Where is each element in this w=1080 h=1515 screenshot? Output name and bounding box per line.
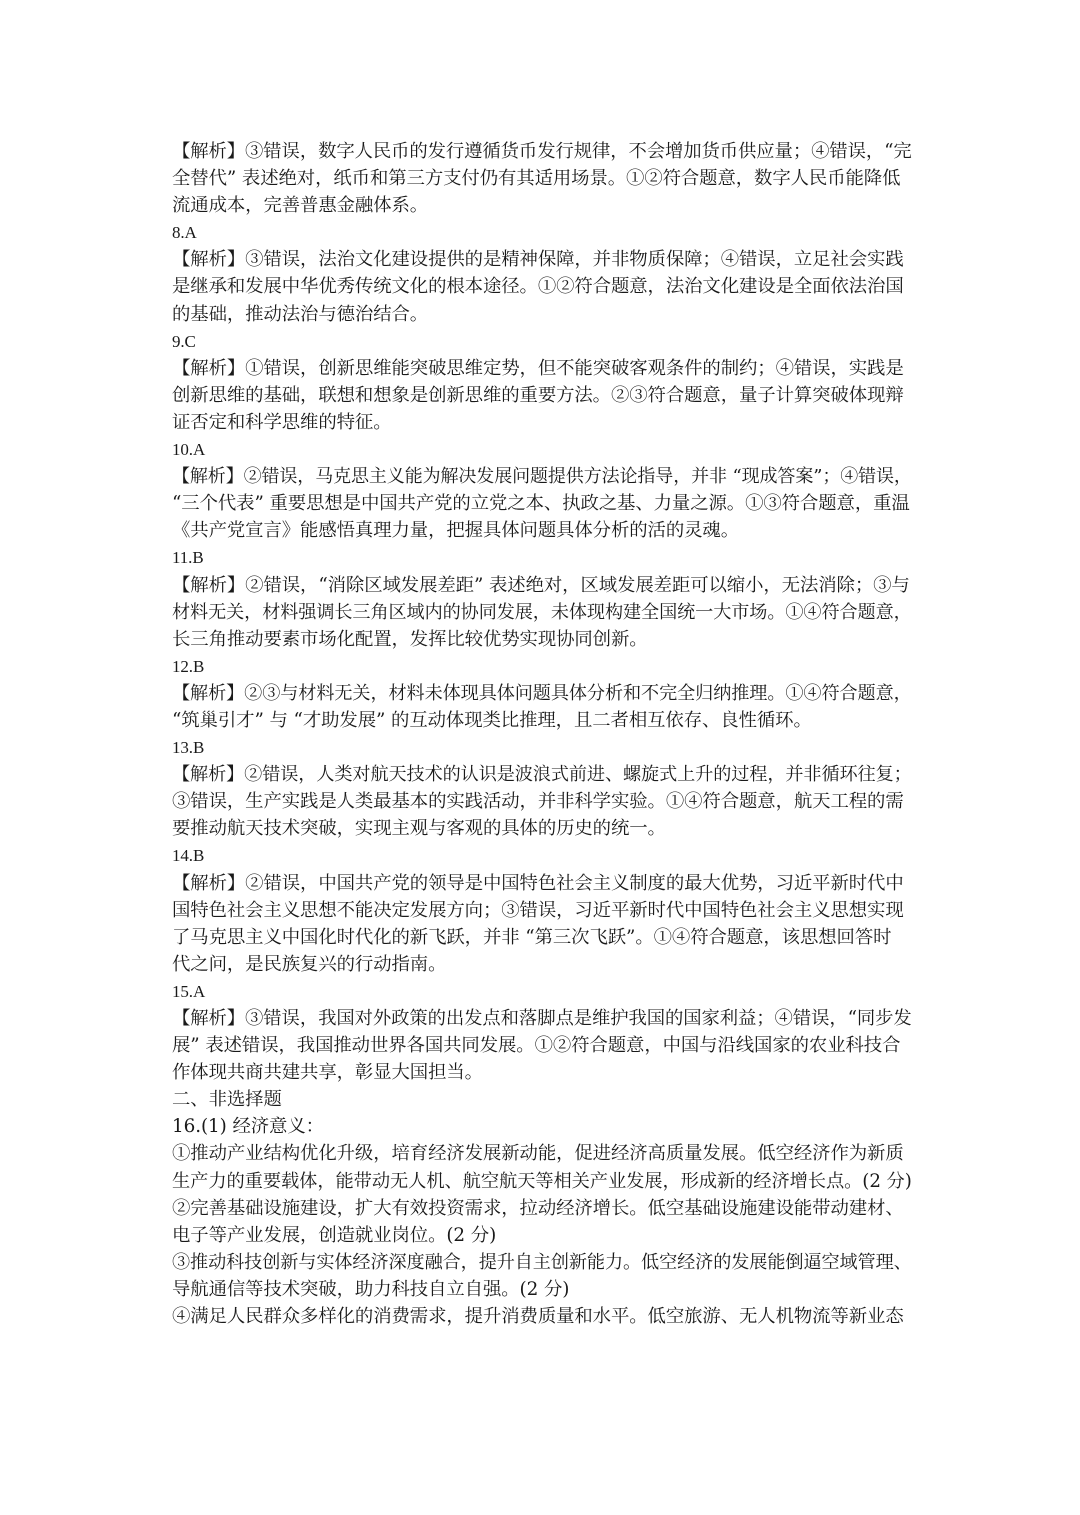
answer-point: 导航通信等技术突破，助力科技自立自强。(2 分) [172, 1278, 570, 1300]
explanation-line: 创新思维的基础，联想和想象是创新思维的重要方法。②③符合题意，量子计算突破体现辩 [172, 384, 904, 406]
answer-point: ②完善基础设施建设，扩大有效投资需求，拉动经济增长。低空基础设施建设能带动建材、 [172, 1197, 904, 1219]
explanation-line: 【解析】②错误，马克思主义能为解决发展问题提供方法论指导，并非 “现成答案”；④错误， [172, 466, 912, 488]
answer-point: ①推动产业结构优化升级，培育经济发展新动能，促进经济高质量发展。低空经济作为新质 [172, 1143, 904, 1165]
answer-point: ④满足人民群众多样化的消费需求，提升消费质量和水平。低空旅游、无人机物流等新业态 [172, 1306, 904, 1328]
explanation-line: ③错误，生产实践是人类最基本的实践活动，并非科学实验。①④符合题意，航天工程的需 [172, 791, 904, 813]
question-answer-14: 14.B [172, 846, 205, 866]
question-16-heading: 16.(1) 经济意义： [172, 1116, 324, 1138]
answer-point: ③推动科技创新与实体经济深度融合，提升自主创新能力。低空经济的发展能倒逼空域管理、 [172, 1251, 912, 1273]
question-answer-15: 15.A [172, 981, 206, 1001]
explanation-line: 【解析】②错误，中国共产党的领导是中国特色社会主义制度的最大优势，习近平新时代中 [172, 872, 904, 894]
explanation-line: 【解析】②错误，人类对航天技术的认识是波浪式前进、螺旋式上升的过程，并非循环往复； [172, 764, 912, 786]
explanation-line: 展” 表述错误，我国推动世界各国共同发展。①②符合题意，中国与沿线国家的农业科技合 [172, 1035, 901, 1057]
explanation-line: “三个代表” 重要思想是中国共产党的立党之本、执政之基、力量之源。①③符合题意，重温 [172, 493, 910, 515]
explanation-line: 的基础，推动法治与德治结合。 [172, 303, 429, 325]
answer-point: 生产力的重要载体，能带动无人机、航空航天等相关产业发展，形成新的经济增长点。(2 分) [172, 1170, 912, 1192]
explanation-line: 【解析】③错误，数字人民币的发行遵循货币发行规律，不会增加货币供应量；④错误，“完 [172, 141, 912, 162]
explanation-line: 【解析】③错误，法治文化建设提供的是精神保障，并非物质保障；④错误，立足社会实践 [172, 249, 904, 271]
explanation-line: 材料无关，材料强调长三角区域内的协同发展，未体现构建全国统一大市场。①④符合题意， [172, 601, 912, 623]
explanation-line: 【解析】③错误，我国对外政策的出发点和落脚点是维护我国的国家利益；④错误，“同步发 [172, 1008, 912, 1029]
explanation-line: 《共产党宣言》能感悟真理力量，把握具体问题具体分析的活的灵魂。 [172, 520, 740, 542]
question-answer-13: 13.B [172, 738, 205, 758]
explanation-line: 了马克思主义中国化时代化的新飞跃，并非 “第三次飞跃”。①④符合题意，该思想回答时 [172, 926, 892, 948]
explanation-line: 国特色社会主义思想不能决定发展方向；③错误，习近平新时代中国特色社会主义思想实现 [172, 899, 904, 921]
question-answer-11: 11.B [172, 548, 204, 568]
explanation-line: 证否定和科学思维的特征。 [172, 411, 392, 433]
explanation-line: 流通成本，完善普惠金融体系。 [172, 195, 429, 217]
explanation-line: 【解析】②③与材料无关，材料未体现具体问题具体分析和不完全归纳推理。①④符合题意， [172, 682, 912, 704]
explanation-line: 长三角推动要素市场化配置，发挥比较优势实现协同创新。 [172, 628, 648, 650]
explanation-line: 作体现共商共建共享，彰显大国担当。 [172, 1062, 483, 1084]
question-answer-8: 8.A [172, 223, 197, 243]
question-answer-10: 10.A [172, 440, 206, 460]
section-heading: 二、非选择题 [172, 1089, 282, 1111]
explanation-line: “筑巢引才” 与 “才助发展” 的互动体现类比推理，且二者相互依存、良性循环。 [172, 709, 812, 731]
explanation-line: 代之问，是民族复兴的行动指南。 [172, 953, 447, 975]
answer-page [172, 138, 912, 1330]
explanation-line: 要推动航天技术突破，实现主观与客观的具体的历史的统一。 [172, 818, 666, 840]
explanation-line: 全替代” 表述绝对，纸币和第三方支付仍有其适用场景。①②符合题意，数字人民币能降低 [172, 168, 901, 190]
explanation-line: 【解析】②错误，“消除区域发展差距” 表述绝对，区域发展差距可以缩小，无法消除；③与 [172, 574, 910, 596]
question-answer-9: 9.C [172, 331, 196, 351]
explanation-line: 是继承和发展中华优秀传统文化的根本途径。①②符合题意，法治文化建设是全面依法治国 [172, 276, 904, 298]
explanation-line: 【解析】①错误，创新思维能突破思维定势，但不能突破客观条件的制约；④错误，实践是 [172, 357, 904, 379]
answer-point: 电子等产业发展，创造就业岗位。(2 分) [172, 1224, 497, 1246]
question-answer-12: 12.B [172, 656, 205, 676]
